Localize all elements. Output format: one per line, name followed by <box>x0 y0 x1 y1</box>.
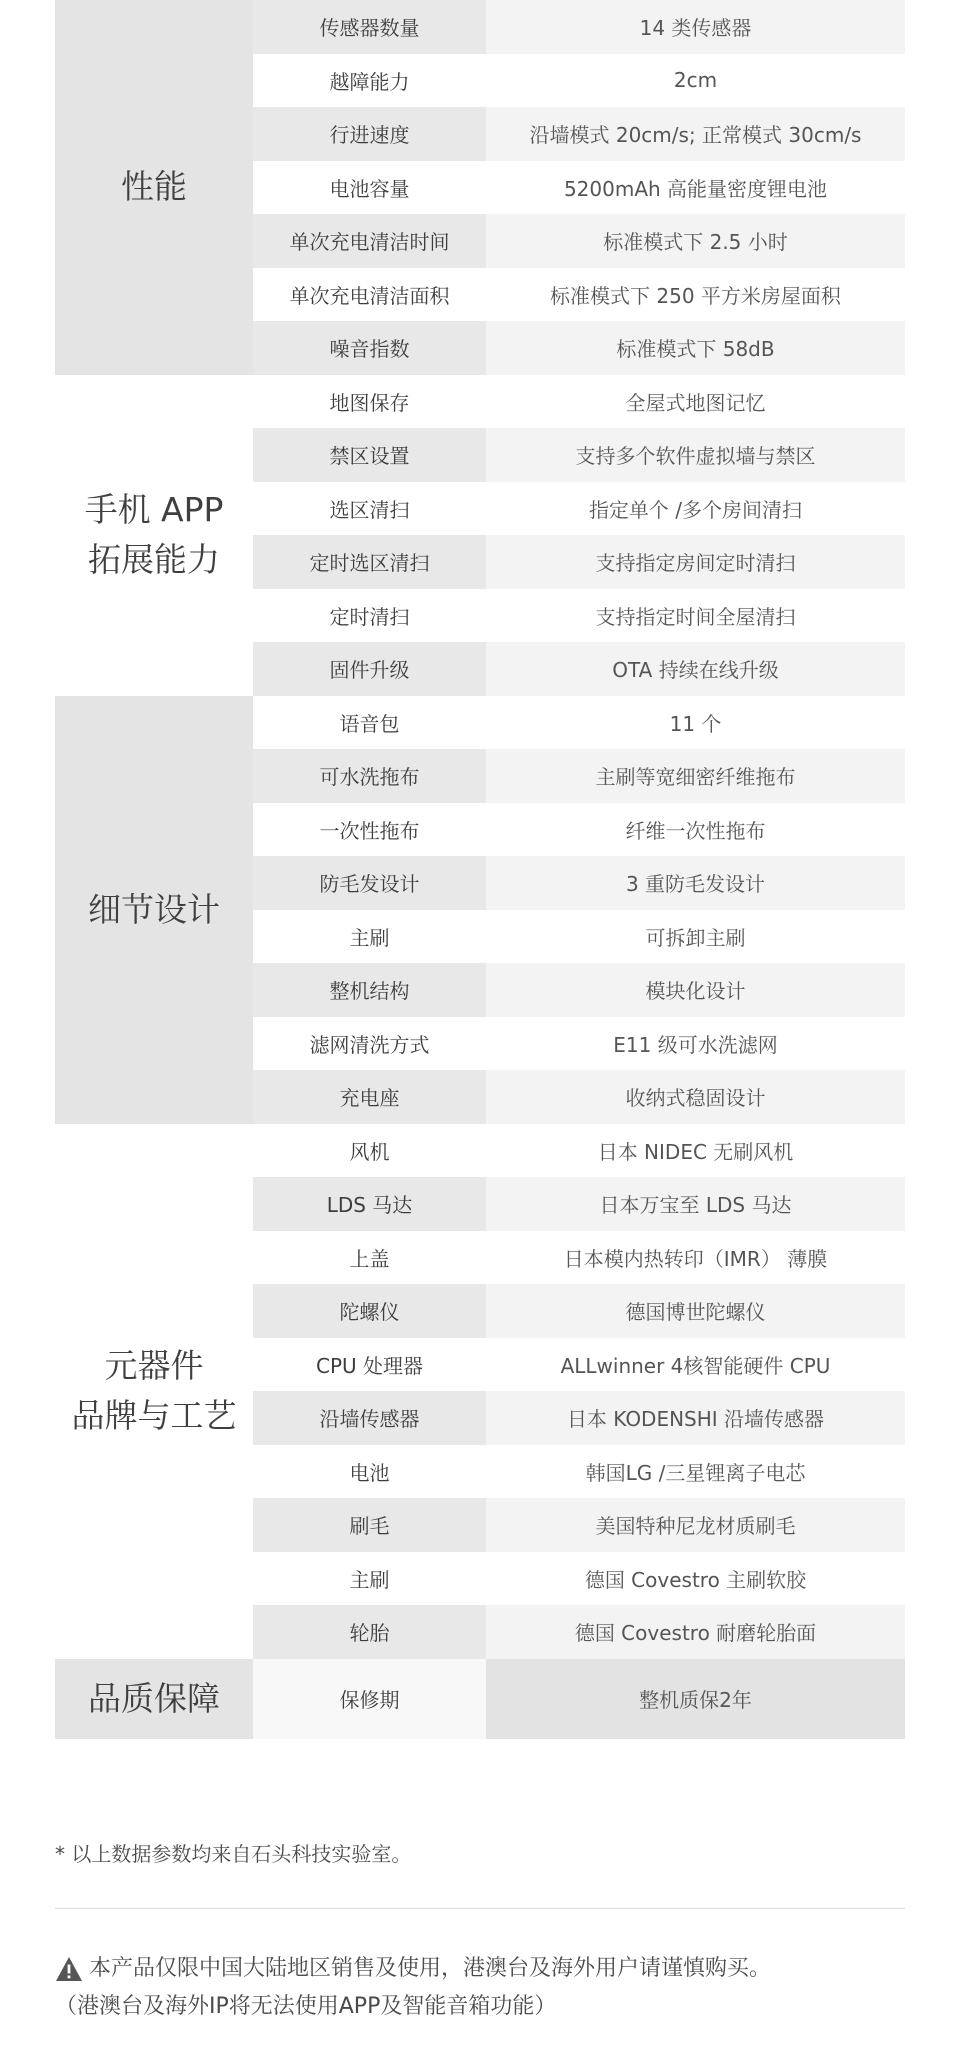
spec-row <box>253 1070 905 1124</box>
spec-value: 可拆卸主刷 <box>486 910 905 964</box>
spec-name: 一次性拖布 <box>253 803 486 857</box>
spec-value: 主刷等宽细密纤维拖布 <box>486 749 905 803</box>
spec-value: 标准模式下 250 平方米房屋面积 <box>486 268 905 322</box>
group-label: 手机 APP 拓展能力 <box>55 375 253 696</box>
spec-name: 沿墙传感器 <box>253 1391 486 1445</box>
warning-subtext: （港澳台及海外IP将无法使用APP及智能音箱功能） <box>55 1994 557 2019</box>
spec-name: 主刷 <box>253 910 486 964</box>
spec-row <box>253 856 905 910</box>
spec-value: 支持指定房间定时清扫 <box>486 535 905 589</box>
spec-row <box>253 696 905 750</box>
spec-name: 风机 <box>253 1124 486 1178</box>
spec-name: 噪音指数 <box>253 321 486 375</box>
spec-value: 11 个 <box>486 696 905 750</box>
spec-value: 日本 NIDEC 无刷风机 <box>486 1124 905 1178</box>
spec-name: 上盖 <box>253 1231 486 1285</box>
spec-name: 固件升级 <box>253 642 486 696</box>
spec-row <box>253 214 905 268</box>
spec-row <box>253 749 905 803</box>
spec-name: 单次充电清洁时间 <box>253 214 486 268</box>
spec-value: 德国 Covestro 主刷软胶 <box>486 1552 905 1606</box>
spec-row <box>253 535 905 589</box>
spec-value: 指定单个 /多个房间清扫 <box>486 482 905 536</box>
spec-row <box>253 321 905 375</box>
spec-value: 标准模式下 58dB <box>486 321 905 375</box>
spec-name: 地图保存 <box>253 375 486 429</box>
spec-name: 可水洗拖布 <box>253 749 486 803</box>
spec-name: 定时清扫 <box>253 589 486 643</box>
purchase-warning <box>55 1950 935 2026</box>
spec-value: 纤维一次性拖布 <box>486 803 905 857</box>
spec-name: 轮胎 <box>253 1605 486 1659</box>
spec-row <box>253 1017 905 1071</box>
spec-name: 充电座 <box>253 1070 486 1124</box>
spec-name: 刷毛 <box>253 1498 486 1552</box>
spec-name: CPU 处理器 <box>253 1338 486 1392</box>
spec-value: 韩国LG /三星锂离子电芯 <box>486 1445 905 1499</box>
spec-value: ALLwinner 4核智能硬件 CPU <box>486 1338 905 1392</box>
spec-row <box>253 268 905 322</box>
spec-group-performance <box>55 0 905 375</box>
spec-row <box>253 428 905 482</box>
spec-row <box>253 1391 905 1445</box>
spec-row <box>253 161 905 215</box>
spec-value: 日本模内热转印（IMR） 薄膜 <box>486 1231 905 1285</box>
spec-name: 滤网清洗方式 <box>253 1017 486 1071</box>
spec-row <box>253 1445 905 1499</box>
warning-triangle-icon <box>55 1956 83 1982</box>
spec-value: 沿墙模式 20cm/s; 正常模式 30cm/s <box>486 107 905 161</box>
spec-row <box>253 589 905 643</box>
spec-row <box>253 963 905 1017</box>
spec-value: 支持指定时间全屋清扫 <box>486 589 905 643</box>
spec-value: 标准模式下 2.5 小时 <box>486 214 905 268</box>
spec-value: 美国特种尼龙材质刷毛 <box>486 1498 905 1552</box>
spec-rows <box>253 375 905 696</box>
spec-name: 行进速度 <box>253 107 486 161</box>
spec-name: 防毛发设计 <box>253 856 486 910</box>
spec-rows <box>253 1124 905 1659</box>
divider <box>55 1908 905 1909</box>
spec-name: 传感器数量 <box>253 0 486 54</box>
warning-line-2 <box>55 1988 935 2026</box>
spec-group-quality <box>55 1659 905 1739</box>
spec-rows <box>253 696 905 1124</box>
spec-name: 整机结构 <box>253 963 486 1017</box>
spec-row <box>253 1284 905 1338</box>
group-label: 细节设计 <box>55 696 253 1124</box>
spec-name: 电池容量 <box>253 161 486 215</box>
spec-row <box>253 803 905 857</box>
footnote: * 以上数据参数均来自石头科技实验室。 <box>55 1842 412 1866</box>
group-label: 品质保障 <box>55 1659 253 1739</box>
spec-value: OTA 持续在线升级 <box>486 642 905 696</box>
spec-row <box>253 1605 905 1659</box>
spec-row <box>253 1231 905 1285</box>
spec-value: 收纳式稳固设计 <box>486 1070 905 1124</box>
warning-line-1 <box>55 1950 935 1988</box>
spec-row <box>253 0 905 54</box>
spec-row <box>253 107 905 161</box>
spec-row <box>253 1659 905 1739</box>
spec-value: 2cm <box>486 54 905 108</box>
spec-name: 语音包 <box>253 696 486 750</box>
spec-row <box>253 1124 905 1178</box>
spec-value: 5200mAh 高能量密度锂电池 <box>486 161 905 215</box>
spec-value: 全屋式地图记忆 <box>486 375 905 429</box>
spec-name: 电池 <box>253 1445 486 1499</box>
spec-group-components <box>55 1124 905 1659</box>
spec-value: 3 重防毛发设计 <box>486 856 905 910</box>
spec-row <box>253 1338 905 1392</box>
spec-rows <box>253 0 905 375</box>
spec-group-app <box>55 375 905 696</box>
spec-row <box>253 375 905 429</box>
spec-value: 德国博世陀螺仪 <box>486 1284 905 1338</box>
spec-name: 陀螺仪 <box>253 1284 486 1338</box>
spec-row <box>253 1552 905 1606</box>
spec-rows <box>253 1659 905 1739</box>
spec-name: LDS 马达 <box>253 1177 486 1231</box>
spec-value: 整机质保2年 <box>486 1659 905 1739</box>
group-label: 元器件 品牌与工艺 <box>55 1124 253 1659</box>
spec-name: 禁区设置 <box>253 428 486 482</box>
spec-row <box>253 54 905 108</box>
spec-name: 保修期 <box>253 1659 486 1739</box>
spec-row <box>253 482 905 536</box>
spec-value: 德国 Covestro 耐磨轮胎面 <box>486 1605 905 1659</box>
spec-value: E11 级可水洗滤网 <box>486 1017 905 1071</box>
spec-name: 选区清扫 <box>253 482 486 536</box>
spec-value: 日本万宝至 LDS 马达 <box>486 1177 905 1231</box>
spec-value: 模块化设计 <box>486 963 905 1017</box>
spec-row <box>253 1498 905 1552</box>
spec-row <box>253 1177 905 1231</box>
spec-table <box>55 0 905 1739</box>
spec-name: 单次充电清洁面积 <box>253 268 486 322</box>
warning-text: 本产品仅限中国大陆地区销售及使用，港澳台及海外用户请谨慎购买。 <box>89 1956 772 1981</box>
spec-name: 主刷 <box>253 1552 486 1606</box>
spec-name: 越障能力 <box>253 54 486 108</box>
spec-value: 日本 KODENSHI 沿墙传感器 <box>486 1391 905 1445</box>
spec-row <box>253 910 905 964</box>
spec-group-design <box>55 696 905 1124</box>
spec-value: 14 类传感器 <box>486 0 905 54</box>
spec-name: 定时选区清扫 <box>253 535 486 589</box>
group-label: 性能 <box>55 0 253 375</box>
spec-value: 支持多个软件虚拟墙与禁区 <box>486 428 905 482</box>
spec-row <box>253 642 905 696</box>
